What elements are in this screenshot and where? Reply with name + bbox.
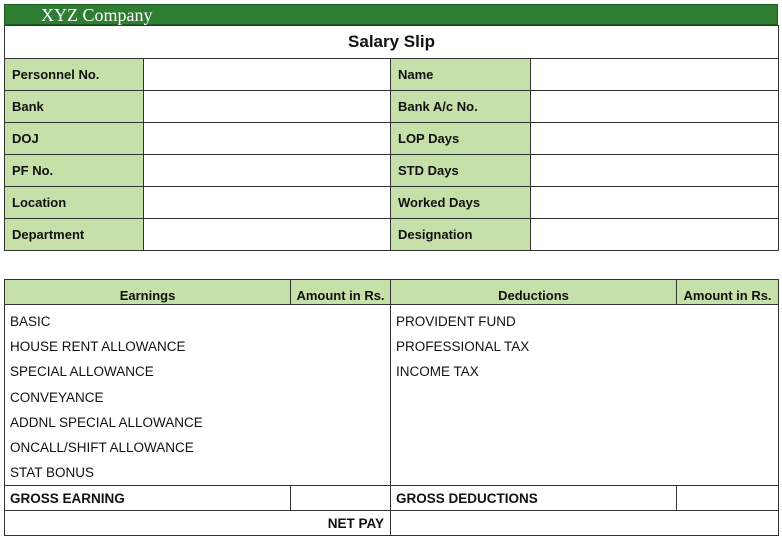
earning-item: CONVEYANCE <box>10 389 104 405</box>
earnings-deductions-table <box>4 279 779 536</box>
gross-deductions-amount[interactable] <box>677 486 779 511</box>
employee-info-table <box>4 25 779 251</box>
field-label-std-days: STD Days <box>391 155 531 187</box>
net-pay-amount[interactable] <box>391 511 779 536</box>
earning-item: ADDNL SPECIAL ALLOWANCE <box>10 414 203 430</box>
company-header-bar <box>4 4 778 25</box>
net-pay-label: NET PAY <box>5 511 391 536</box>
field-label-pf-no: PF No. <box>5 155 144 187</box>
earning-item: BASIC <box>10 314 51 329</box>
deductions-header: Deductions <box>391 280 677 305</box>
earnings-list <box>5 305 391 486</box>
earning-item: STAT BONUS <box>10 465 95 481</box>
field-value-designation[interactable] <box>531 219 779 251</box>
deductions-amount-header: Amount in Rs. <box>677 280 779 305</box>
field-value-bank[interactable] <box>144 91 391 123</box>
field-label-bank: Bank <box>5 91 144 123</box>
field-value-name[interactable] <box>531 59 779 91</box>
field-value-pf-no[interactable] <box>144 155 391 187</box>
deductions-list <box>391 305 779 486</box>
field-label-department: Department <box>5 219 144 251</box>
field-value-bank-account[interactable] <box>531 91 779 123</box>
deduction-item: PROFESSIONAL TAX <box>396 339 530 355</box>
field-value-department[interactable] <box>144 219 391 251</box>
earnings-amount-header: Amount in Rs. <box>291 280 391 305</box>
gross-deductions-label: GROSS DEDUCTIONS <box>391 486 677 511</box>
slip-title: Salary Slip <box>5 26 779 59</box>
gross-earning-label: GROSS EARNING <box>5 486 291 511</box>
field-label-location: Location <box>5 187 144 219</box>
field-value-personnel-no[interactable] <box>144 59 391 91</box>
field-value-lop-days[interactable] <box>531 123 779 155</box>
earnings-header: Earnings <box>5 280 291 305</box>
earning-item: HOUSE RENT ALLOWANCE <box>10 339 186 355</box>
field-value-doj[interactable] <box>144 123 391 155</box>
company-name: XYZ Company <box>41 5 153 25</box>
field-label-personnel-no: Personnel No. <box>5 59 144 91</box>
field-label-designation: Designation <box>391 219 531 251</box>
field-value-worked-days[interactable] <box>531 187 779 219</box>
field-value-location[interactable] <box>144 187 391 219</box>
deduction-item: PROVIDENT FUND <box>396 314 516 329</box>
earning-item: SPECIAL ALLOWANCE <box>10 364 154 380</box>
field-label-bank-account: Bank A/c No. <box>391 91 531 123</box>
gross-earning-amount[interactable] <box>291 486 391 511</box>
field-label-doj: DOJ <box>5 123 144 155</box>
field-label-worked-days: Worked Days <box>391 187 531 219</box>
earning-item: ONCALL/SHIFT ALLOWANCE <box>10 439 194 455</box>
field-value-std-days[interactable] <box>531 155 779 187</box>
deduction-item: INCOME TAX <box>396 364 479 380</box>
field-label-lop-days: LOP Days <box>391 123 531 155</box>
field-label-name: Name <box>391 59 531 91</box>
